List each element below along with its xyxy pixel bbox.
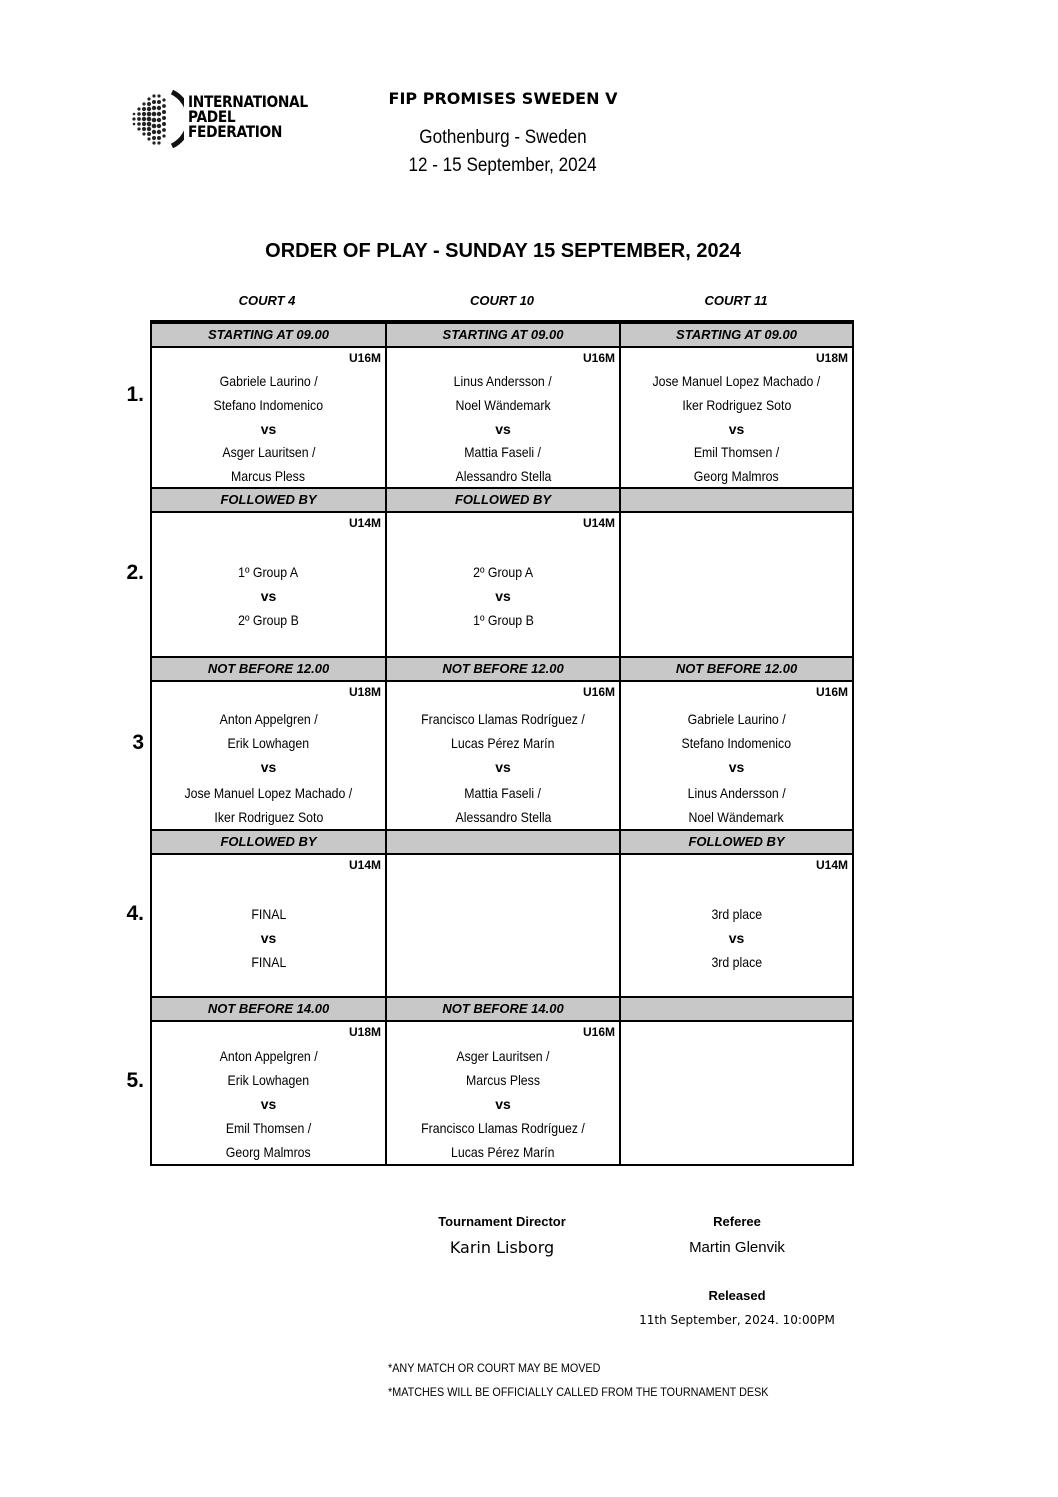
match-cell (387, 1022, 619, 1164)
order-of-play-table (150, 320, 854, 1166)
team1: 3rd place (711, 906, 762, 922)
vs-label: vs (495, 588, 511, 604)
logo-line-2: PADEL (188, 107, 236, 126)
team2-player1: Mattia Faseli / (464, 444, 542, 460)
vs-label: vs (260, 930, 277, 946)
grid-line (852, 320, 854, 1166)
team1-player2: Erik Lowhagen (227, 735, 310, 751)
category-label: U14M (348, 858, 381, 872)
row-number-3: 3 (132, 731, 144, 754)
court-header-3: COURT 11 (704, 293, 768, 308)
row-number-4: 4. (126, 902, 144, 925)
category-label: U18M (815, 351, 848, 365)
category-label: U16M (582, 1025, 615, 1039)
team2-player1: Linus Andersson / (687, 785, 786, 801)
band-r3-c2: NOT BEFORE 12.00 (387, 658, 619, 680)
band-r4-c2 (387, 831, 619, 853)
team2-player1: Emil Thomsen / (225, 1120, 312, 1136)
match-cell (387, 348, 619, 487)
band-r4-c1: FOLLOWED BY (152, 831, 385, 853)
team1-player1: Jose Manuel Lopez Machado / (652, 373, 821, 389)
category-label: U14M (582, 516, 615, 530)
category-label: U14M (348, 516, 381, 530)
team2-player1: Mattia Faseli / (464, 785, 542, 801)
band-r4-c3: FOLLOWED BY (621, 831, 852, 853)
category-label: U16M (582, 685, 615, 699)
vs-label: vs (260, 759, 277, 775)
team1: 1º Group A (238, 564, 299, 580)
vs-label: vs (495, 759, 511, 775)
note-1: *ANY MATCH OR COURT MAY BE MOVED (388, 1361, 601, 1375)
match-cell (152, 513, 385, 656)
released-value: 11th September, 2024. 10:00PM (639, 1313, 835, 1327)
team1: FINAL (251, 906, 286, 922)
court-header-1: COURT 4 (238, 293, 296, 308)
match-cell (152, 1022, 385, 1164)
vs-label: vs (260, 588, 277, 604)
vs-label: vs (495, 421, 511, 437)
court-header-2: COURT 10 (469, 293, 535, 308)
team1-player2: Erik Lowhagen (227, 1072, 310, 1088)
match-cell (387, 513, 619, 656)
team2-player2: Iker Rodriguez Soto (214, 809, 323, 825)
team1-player1: Gabriele Laurino / (687, 711, 786, 727)
team2-player1: Francisco Llamas Rodríguez / (421, 1120, 585, 1136)
band-r5-c3 (621, 998, 852, 1020)
category-label: U14M (815, 858, 848, 872)
grid-line (150, 829, 854, 831)
band-r3-c1: NOT BEFORE 12.00 (152, 658, 385, 680)
director-label: Tournament Director (438, 1214, 566, 1229)
category-label: U16M (815, 685, 848, 699)
team2: 2º Group B (238, 612, 299, 628)
row-number-5: 5. (126, 1069, 144, 1092)
team1: 2º Group A (473, 564, 533, 580)
vs-label: vs (728, 930, 745, 946)
event-dates: 12 - 15 September, 2024 (408, 155, 598, 176)
team2-player2: Alessandro Stella (455, 468, 551, 484)
vs-label: vs (495, 1096, 511, 1112)
released-label: Released (708, 1288, 766, 1303)
team2-player1: Asger Lauritsen / (221, 444, 316, 460)
team1-player2: Lucas Pérez Marín (451, 735, 555, 751)
team1-player1: Linus Andersson / (454, 373, 552, 389)
team2-player2: Marcus Pless (231, 468, 306, 484)
match-cell (152, 682, 385, 829)
team1-player2: Marcus Pless (466, 1072, 540, 1088)
band-r3-c3: NOT BEFORE 12.00 (621, 658, 852, 680)
logo-line-1: INTERNATIONAL (188, 92, 308, 111)
team2: 1º Group B (472, 612, 534, 628)
team2-player1: Jose Manuel Lopez Machado / (184, 785, 353, 801)
order-of-play-title: ORDER OF PLAY - SUNDAY 15 SEPTEMBER, 2024 (265, 240, 741, 262)
team1-player1: Francisco Llamas Rodríguez / (421, 711, 585, 727)
team2: FINAL (251, 954, 286, 970)
match-cell (621, 682, 852, 829)
category-label: U16M (582, 351, 615, 365)
band-r2-c2: FOLLOWED BY (387, 489, 619, 511)
team2-player2: Noel Wändemark (688, 809, 785, 825)
team1-player2: Noel Wändemark (455, 397, 551, 413)
grid-line (150, 996, 854, 998)
event-location: Gothenburg - Sweden (419, 127, 587, 148)
team2-player2: Georg Malmros (226, 1144, 311, 1160)
note-2: *MATCHES WILL BE OFFICIALLY CALLED FROM THE TOURNAMENT DESK (388, 1385, 769, 1399)
grid-line (150, 487, 854, 489)
grid-line (150, 656, 854, 658)
category-label: U18M (348, 685, 381, 699)
vs-label: vs (260, 1096, 277, 1112)
vs-label: vs (728, 421, 745, 437)
row-number-2: 2. (126, 561, 144, 584)
team1-player1: Anton Appelgren / (219, 711, 318, 727)
match-cell (621, 348, 852, 487)
band-r5-c2: NOT BEFORE 14.00 (387, 998, 619, 1020)
row-number-1: 1. (126, 383, 144, 406)
team1-player1: Anton Appelgren / (219, 1048, 318, 1064)
team1-player2: Iker Rodriguez Soto (682, 397, 791, 413)
category-label: U18M (348, 1025, 381, 1039)
band-r1-c2: STARTING AT 09.00 (387, 324, 619, 346)
band-r5-c1: NOT BEFORE 14.00 (152, 998, 385, 1020)
match-cell (152, 855, 385, 996)
team2-player1: Emil Thomsen / (693, 444, 780, 460)
band-r2-c3 (621, 489, 852, 511)
match-cell (387, 682, 619, 829)
category-label: U16M (348, 351, 381, 365)
team1-player1: Gabriele Laurino / (219, 373, 318, 389)
band-r1-c1: STARTING AT 09.00 (152, 324, 385, 346)
team1-player2: Stefano Indomenico (681, 735, 792, 751)
director-name: Karin Lisborg (449, 1238, 555, 1257)
grid-line (150, 1164, 854, 1166)
referee-label: Referee (713, 1214, 761, 1229)
match-cell (152, 348, 385, 487)
event-title: FIP PROMISES SWEDEN V (388, 89, 618, 108)
band-r2-c1: FOLLOWED BY (152, 489, 385, 511)
logo-line-3: FEDERATION (188, 122, 283, 141)
match-cell (621, 855, 852, 996)
band-r1-c3: STARTING AT 09.00 (621, 324, 852, 346)
team1-player1: Asger Lauritsen / (456, 1048, 550, 1064)
team2-player2: Alessandro Stella (455, 809, 551, 825)
team2-player2: Lucas Pérez Marín (451, 1144, 555, 1160)
vs-label: vs (260, 421, 277, 437)
team1-player2: Stefano Indomenico (213, 397, 324, 413)
vs-label: vs (728, 759, 745, 775)
team2: 3rd place (711, 954, 762, 970)
team2-player2: Georg Malmros (694, 468, 779, 484)
referee-name: Martin Glenvik (689, 1239, 785, 1256)
